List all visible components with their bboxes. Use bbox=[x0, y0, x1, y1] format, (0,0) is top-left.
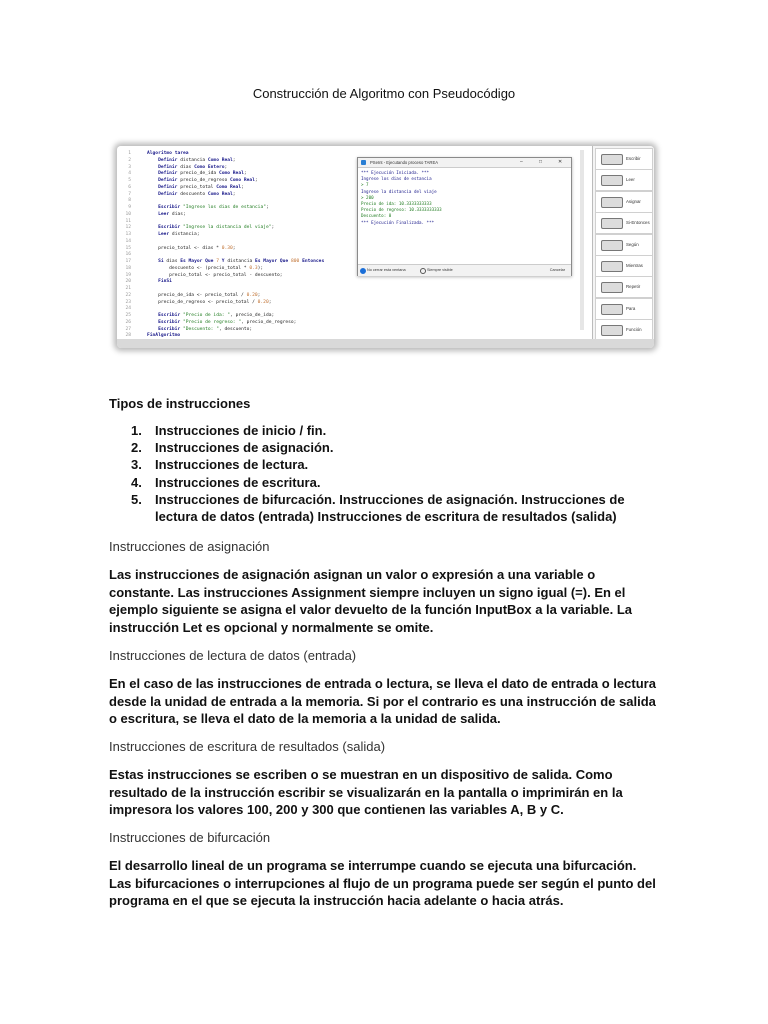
code-text: Definir descuento Como Real; bbox=[158, 191, 236, 197]
line-number: 20 bbox=[125, 279, 131, 285]
palette-item-label: Para bbox=[626, 305, 636, 311]
console-line: Descuento: 0 bbox=[361, 213, 392, 219]
line-number: 18 bbox=[125, 265, 131, 271]
code-text: Escribir "Ingrese la distancia del viaje"; bbox=[158, 225, 275, 231]
code-text: precio_total <- precio_total - descuento; bbox=[147, 272, 283, 278]
line-number: 17 bbox=[125, 259, 131, 264]
line-number: 14 bbox=[125, 238, 131, 244]
line-number: 27 bbox=[125, 326, 131, 332]
code-text: FinSi bbox=[158, 279, 172, 285]
code-text: Escribir "Precio de regreso: ", precio_de_regreso; bbox=[158, 319, 297, 325]
section-body-escritura: Estas instrucciones se escriben o se muestran en un dispositivo de salida. Como resultado de la instrucción escribir se visualizarán en la pantalla o imprimirán en la impresora los valores 100, 200 y 300 que contienen las variables A, B y C. bbox=[109, 767, 623, 818]
code-text: Definir precio_de_regreso Como Real; bbox=[158, 178, 258, 183]
always-visible-radio[interactable] bbox=[420, 268, 426, 274]
repeat-icon bbox=[601, 282, 623, 293]
pseint-screenshot bbox=[117, 146, 654, 348]
palette-item-label: Función bbox=[626, 327, 642, 333]
code-text: Escribir "Descuento: ", descuento; bbox=[158, 326, 253, 332]
code-text: Leer distancia; bbox=[158, 232, 200, 237]
code-text: Leer dias; bbox=[158, 211, 186, 217]
line-number: 26 bbox=[125, 319, 131, 325]
line-number: 24 bbox=[125, 306, 131, 312]
always-visible-label: Siempre visible bbox=[427, 268, 453, 272]
section-heading-asignacion: Instrucciones de asignación bbox=[109, 539, 270, 554]
palette-item-label: Escribir bbox=[626, 156, 641, 161]
tipos-list-item bbox=[109, 456, 669, 473]
palette-item-label: Si-Entonces bbox=[626, 220, 650, 226]
console-footer bbox=[358, 264, 571, 276]
line-number: 9 bbox=[128, 205, 131, 210]
palette-item-label: Leer bbox=[626, 177, 635, 183]
tipos-list-item bbox=[109, 422, 669, 439]
console-title-text: PSeInt - Ejecutando proceso TAREA bbox=[370, 160, 439, 165]
line-number: 5 bbox=[128, 178, 131, 183]
read-icon bbox=[601, 175, 623, 186]
keep-open-label: No cerrar esta ventana bbox=[367, 268, 406, 272]
console-line: Ingrese la distancia del viaje bbox=[361, 188, 437, 194]
console-line: Precio de ida: 10.3333333333 bbox=[361, 201, 432, 206]
document-title: Construcción de Algoritmo con Pseudocódigo bbox=[252, 86, 516, 101]
palette-item-label: Repetir bbox=[626, 284, 641, 290]
while-icon bbox=[601, 261, 623, 272]
palette-item-label: Asignar bbox=[626, 198, 641, 204]
editor-scrollbar[interactable] bbox=[580, 150, 584, 330]
if-icon bbox=[601, 218, 623, 229]
tipos-list-item bbox=[109, 439, 669, 456]
line-number: 8 bbox=[128, 198, 131, 204]
console-line: *** Ejecución Finalizada. *** bbox=[361, 219, 435, 225]
section-heading-escritura: Instrucciones de escritura de resultados (salida) bbox=[109, 739, 386, 754]
line-number: 1 bbox=[128, 151, 131, 156]
line-number: 13 bbox=[125, 232, 131, 237]
tipos-list-item bbox=[109, 474, 669, 491]
console-window bbox=[357, 157, 572, 276]
keep-open-radio[interactable] bbox=[360, 268, 366, 274]
section-heading-bifurcacion: Instrucciones de bifurcación bbox=[109, 830, 271, 845]
console-line: > 7 bbox=[361, 182, 369, 188]
line-number: 3 bbox=[128, 164, 131, 170]
section-body-bifurcacion: El desarrollo lineal de un programa se interrumpe cuando se ejecuta una bifurcación. Las bifurcaciones o interrupciones al flujo de un programa puede ser según el punto del programa en el que se ejecuta la instrucción hacia adelante o hacia atrás. bbox=[109, 858, 656, 909]
palette-item[interactable] bbox=[595, 319, 653, 341]
list-item-text: Instrucciones de bifurcación. Instrucciones de asignación. Instrucciones de lectura de datos (entrada) Instrucciones de escritura de resultados (salida) bbox=[155, 491, 625, 525]
assign-icon bbox=[601, 197, 623, 208]
line-number: 12 bbox=[125, 225, 131, 231]
code-text: Escribir "Ingrese los dias de estancia"; bbox=[158, 205, 269, 210]
list-item-text: Instrucciones de lectura. bbox=[155, 457, 309, 473]
line-number: 6 bbox=[128, 184, 131, 190]
console-line: *** Ejecución Iniciada. *** bbox=[361, 170, 430, 175]
palette-item-label: Mientras bbox=[626, 263, 643, 268]
console-line: > 200 bbox=[361, 194, 374, 200]
palette-item[interactable] bbox=[595, 276, 653, 298]
list-number: 1. bbox=[131, 423, 142, 438]
command-palette bbox=[592, 146, 654, 340]
write-icon bbox=[601, 154, 623, 165]
for-icon bbox=[601, 304, 623, 315]
line-number: 16 bbox=[125, 252, 131, 258]
section-body-asignacion: Las instrucciones de asignación asignan un valor o expresión a una variable o constante. Las instrucciones Assignment siempre incluyen un signo igual (=). En el ejemplo siguiente se asigna el valor devuelto de la función InputBox a la variable. La instrucción Let es opcional y normalmente se omite. bbox=[109, 567, 633, 636]
code-text: Definir dias Como Entero; bbox=[158, 164, 228, 170]
palette-item-label: Según bbox=[626, 241, 639, 247]
code-text: FinAlgoritmo bbox=[147, 333, 181, 339]
palette-item[interactable] bbox=[595, 169, 653, 191]
code-text: Algoritmo tarea bbox=[147, 151, 189, 156]
line-number: 2 bbox=[128, 157, 131, 163]
tipos-list bbox=[109, 422, 669, 525]
line-number: 21 bbox=[125, 286, 131, 291]
list-number: 4. bbox=[131, 474, 142, 490]
tipos-list-item bbox=[109, 491, 669, 525]
console-titlebar bbox=[358, 158, 571, 168]
palette-item[interactable] bbox=[595, 234, 653, 256]
cancel-button[interactable]: Cancelar bbox=[549, 268, 565, 272]
window-bottom-bar bbox=[117, 339, 654, 348]
code-text: Definir precio_de_ida Como Real; bbox=[158, 171, 247, 177]
code-text: precio_de_regreso <- precio_total / 0.20; bbox=[147, 299, 272, 305]
list-number: 3. bbox=[131, 457, 142, 473]
section-heading-lectura: Instrucciones de lectura de datos (entrada) bbox=[109, 648, 357, 663]
palette-item[interactable] bbox=[595, 191, 653, 213]
close-icon[interactable]: ✕ bbox=[558, 159, 563, 165]
function-icon bbox=[601, 325, 623, 336]
code-text: Definir distancia Como Real; bbox=[158, 157, 236, 163]
line-number: 19 bbox=[125, 272, 131, 278]
palette-item[interactable] bbox=[595, 212, 653, 234]
list-item-text: Instrucciones de escritura. bbox=[155, 474, 321, 490]
line-number: 22 bbox=[125, 292, 131, 298]
tipos-heading: Tipos de instrucciones bbox=[109, 396, 251, 411]
console-line: Precio de regreso: 10.3333333333 bbox=[361, 207, 442, 213]
line-number: 4 bbox=[128, 171, 131, 177]
list-number: 5. bbox=[131, 491, 142, 507]
line-number: 25 bbox=[125, 313, 131, 318]
list-number: 2. bbox=[131, 440, 142, 456]
code-text: Si dias Es Mayor Que 7 Y distancia Es Mayor Que 800 Entonces bbox=[158, 259, 325, 264]
minimize-icon[interactable]: – bbox=[520, 159, 523, 165]
switch-icon bbox=[601, 240, 623, 251]
line-number: 28 bbox=[125, 333, 131, 339]
code-text: Escribir "Precio de ida: ", precio_de_ida; bbox=[158, 313, 275, 318]
maximize-icon[interactable]: □ bbox=[539, 159, 543, 165]
code-text: precio_de_ida <- precio_total / 0.20; bbox=[147, 292, 261, 298]
line-number: 15 bbox=[125, 245, 131, 251]
list-item-text: Instrucciones de inicio / fin. bbox=[155, 423, 327, 438]
console-line: Ingrese los dias de estancia bbox=[361, 176, 432, 182]
line-number: 23 bbox=[125, 299, 131, 305]
code-text: descuento <- (precio_total * 0.3); bbox=[147, 265, 264, 271]
palette-item[interactable] bbox=[595, 148, 653, 170]
palette-item[interactable] bbox=[595, 255, 653, 277]
list-item-text: Instrucciones de asignación. bbox=[155, 440, 334, 456]
line-number: 10 bbox=[125, 211, 131, 217]
palette-item[interactable] bbox=[595, 298, 653, 320]
section-body-lectura: En el caso de las instrucciones de entrada o lectura, se lleva el dato de entrada o lectura desde la unidad de entrada a la memoria. Si por el contrario es una instrucción de salida o escritura, se lleva el dato de la memoria a la unidad de salida. bbox=[109, 676, 656, 727]
pseint-app-icon bbox=[361, 160, 366, 165]
code-text: Definir precio_total Como Real; bbox=[158, 184, 244, 190]
line-number: 7 bbox=[128, 191, 131, 197]
line-number: 11 bbox=[125, 218, 131, 224]
code-text: precio_total <- dias * 0.30; bbox=[147, 245, 236, 251]
